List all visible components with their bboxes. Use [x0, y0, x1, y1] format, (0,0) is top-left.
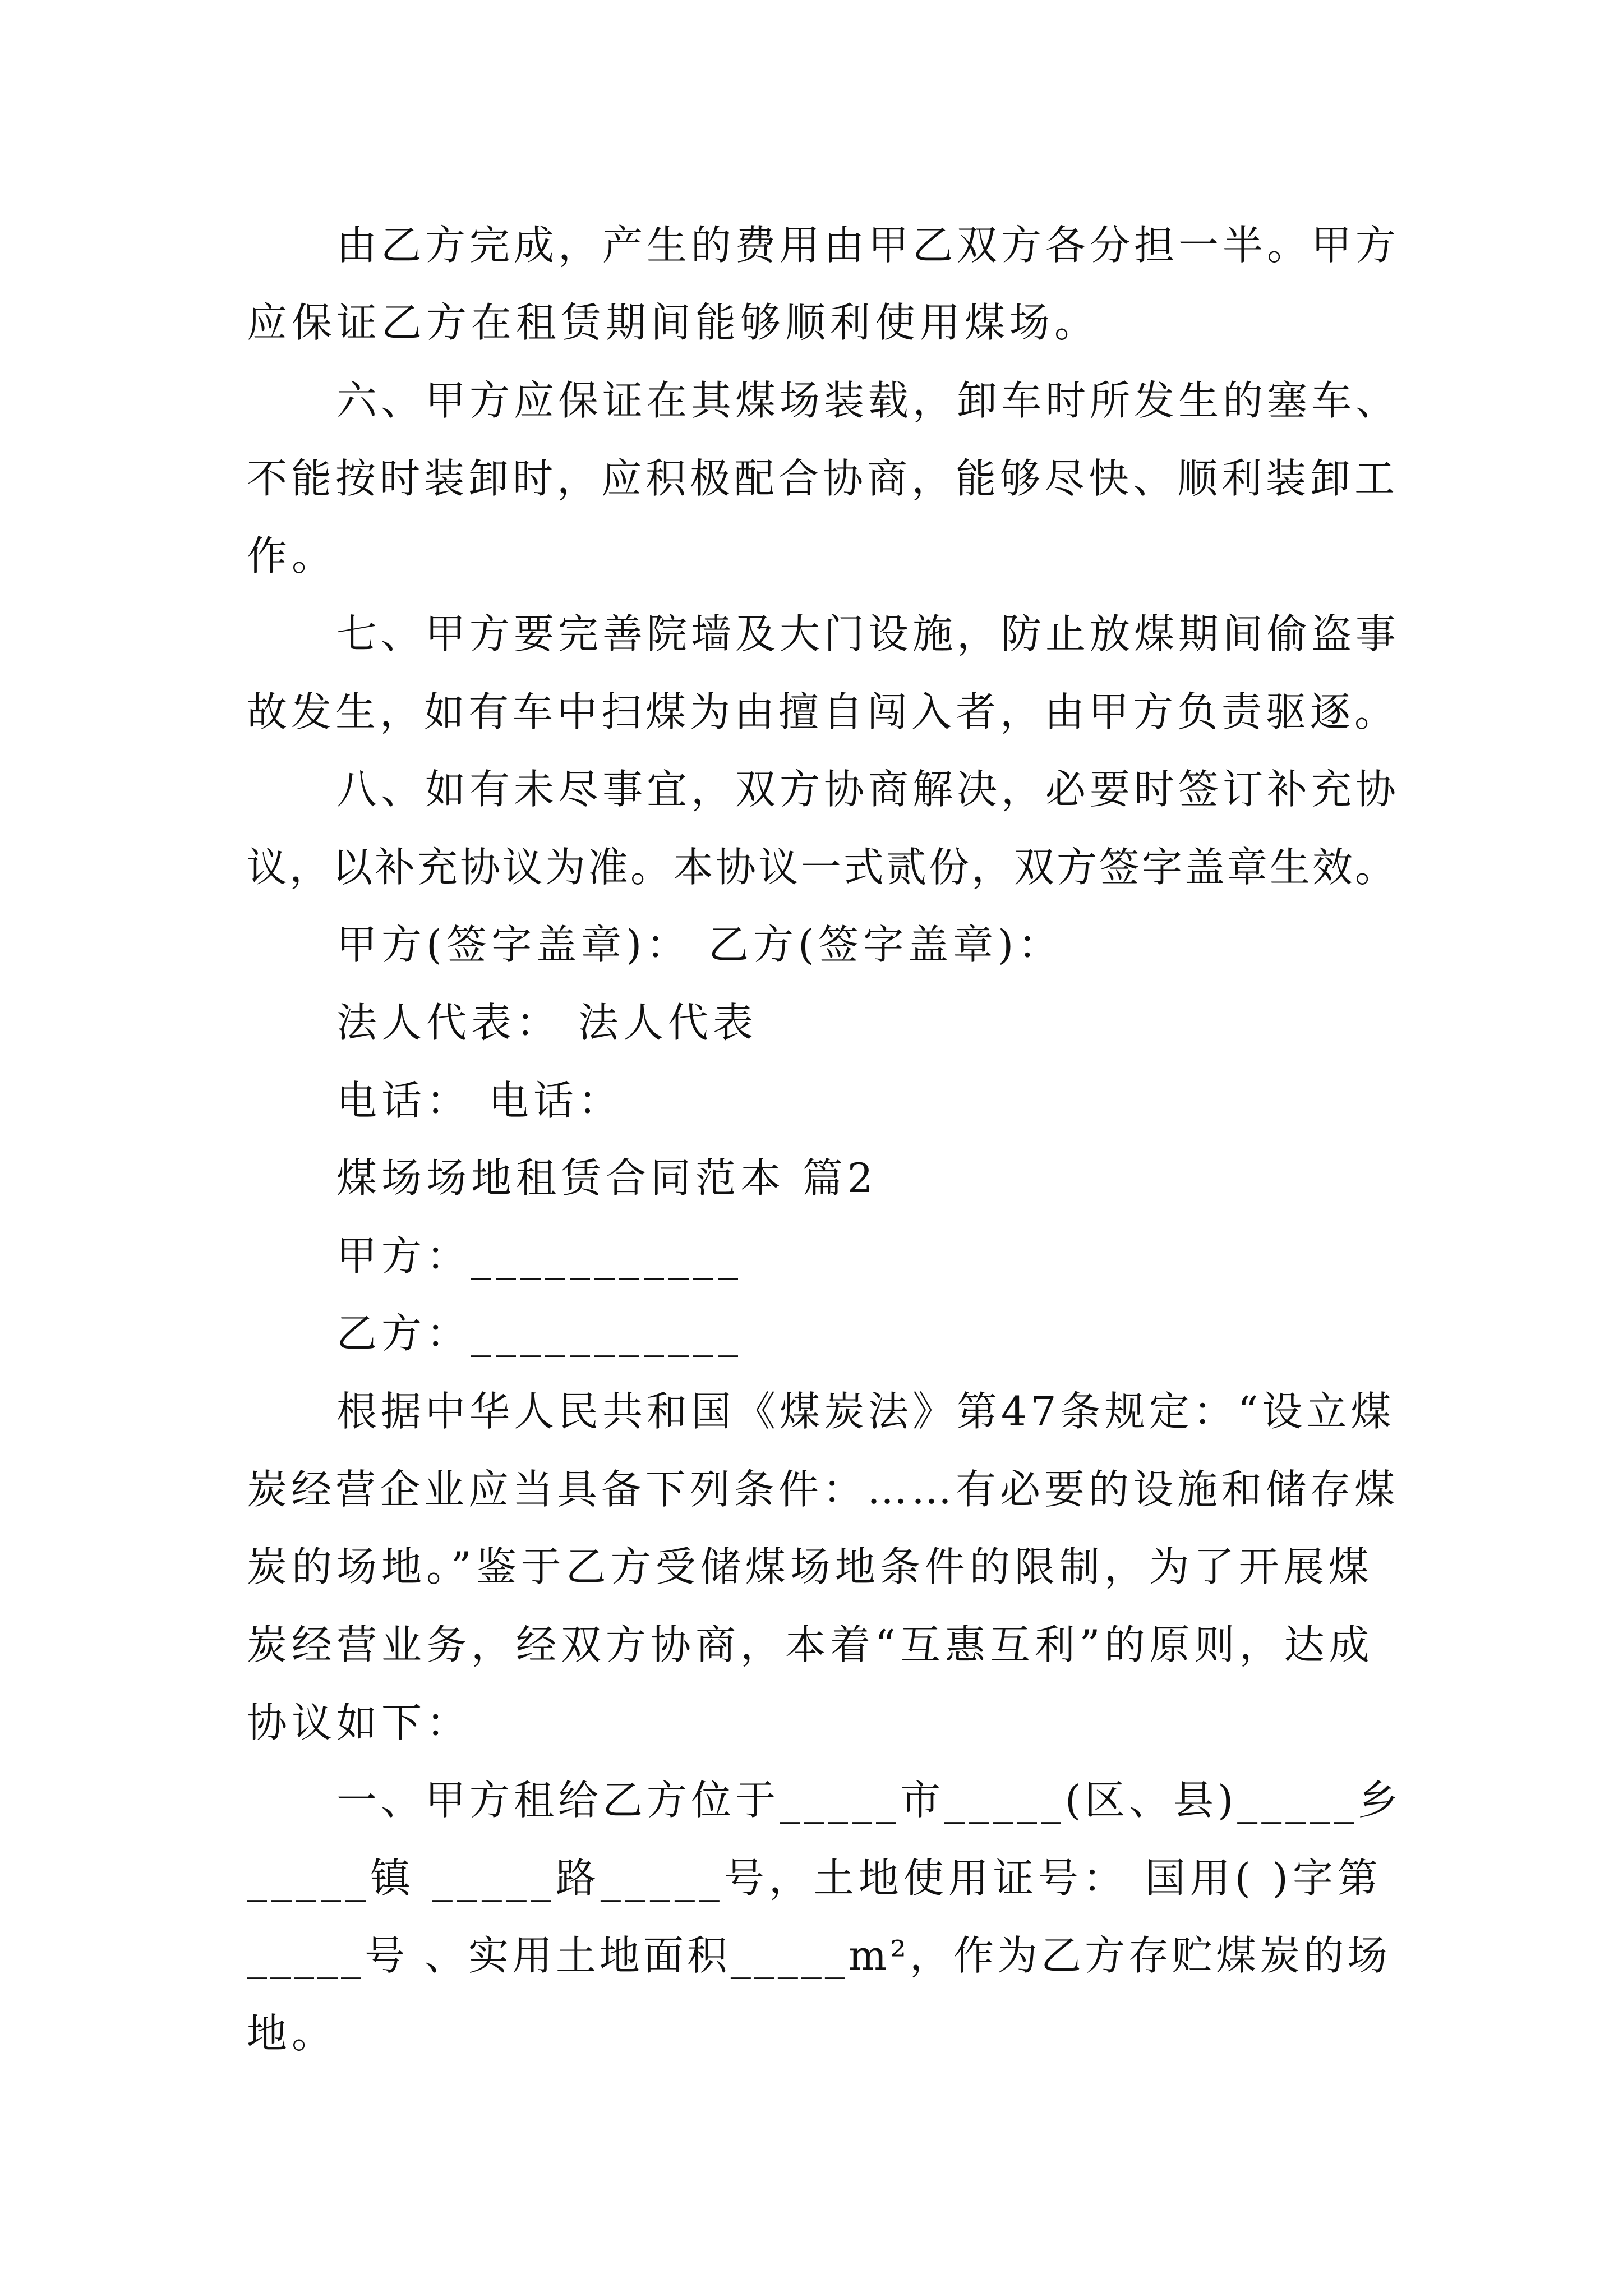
- text-line: 应保证乙方在租赁期间能够顺利使用煤场。: [247, 299, 1100, 346]
- text-line: 炭经营业务，经双方协商，本着“互惠互利”的原则，达成: [247, 1621, 1374, 1668]
- text-line: 议，以补充协议为准。本协议一式贰份，双方签字盖章生效。: [247, 844, 1398, 891]
- representative-line: 法人代表： 法人代表: [336, 999, 758, 1046]
- text-line: _____镇 _____路_____号，土地使用证号： 国用( )字第: [247, 1855, 1382, 1902]
- party-a-line: 甲方：___________: [336, 1232, 743, 1280]
- party-b-line: 乙方：___________: [336, 1310, 743, 1357]
- text-line: 八、如有未尽事宜，双方协商解决，必要时签订补充协: [336, 766, 1400, 813]
- phone-line: 电话： 电话：: [336, 1077, 623, 1124]
- text-line: 七、甲方要完善院墙及大门设施，防止放煤期间偷盗事: [336, 610, 1400, 657]
- text-line: 作。: [247, 532, 337, 579]
- text-line: 故发生，如有车中扫煤为由擅自闯入者，由甲方负责驱逐。: [247, 688, 1399, 735]
- signature-line: 甲方(签字盖章)： 乙方(签字盖章)：: [336, 921, 1063, 968]
- section-heading: 煤场场地租赁合同范本 篇2: [336, 1154, 878, 1202]
- text-line: 由乙方完成，产生的费用由甲乙双方各分担一半。甲方: [336, 222, 1400, 269]
- text-line: 炭经营企业应当具备下列条件：……有必要的设施和储存煤: [247, 1466, 1399, 1513]
- text-line: 根据中华人民共和国《煤炭法》第47条规定：“设立煤: [336, 1388, 1395, 1435]
- text-line: 地。: [247, 2010, 337, 2057]
- text-line: 协议如下：: [247, 1699, 472, 1746]
- text-line: 一、甲方租给乙方位于_____市_____(区、县)_____乡: [336, 1777, 1403, 1824]
- text-line: 六、甲方应保证在其煤场装载，卸车时所发生的塞车、: [336, 377, 1400, 424]
- text-line: _____号 、实用土地面积_____m²，作为乙方存贮煤炭的场: [247, 1932, 1391, 1979]
- text-line: 不能按时装卸时，应积极配合协商，能够尽快、顺利装卸工: [247, 455, 1399, 502]
- text-line: 炭的场地。”鉴于乙方受储煤场地条件的限制，为了开展煤: [247, 1543, 1373, 1590]
